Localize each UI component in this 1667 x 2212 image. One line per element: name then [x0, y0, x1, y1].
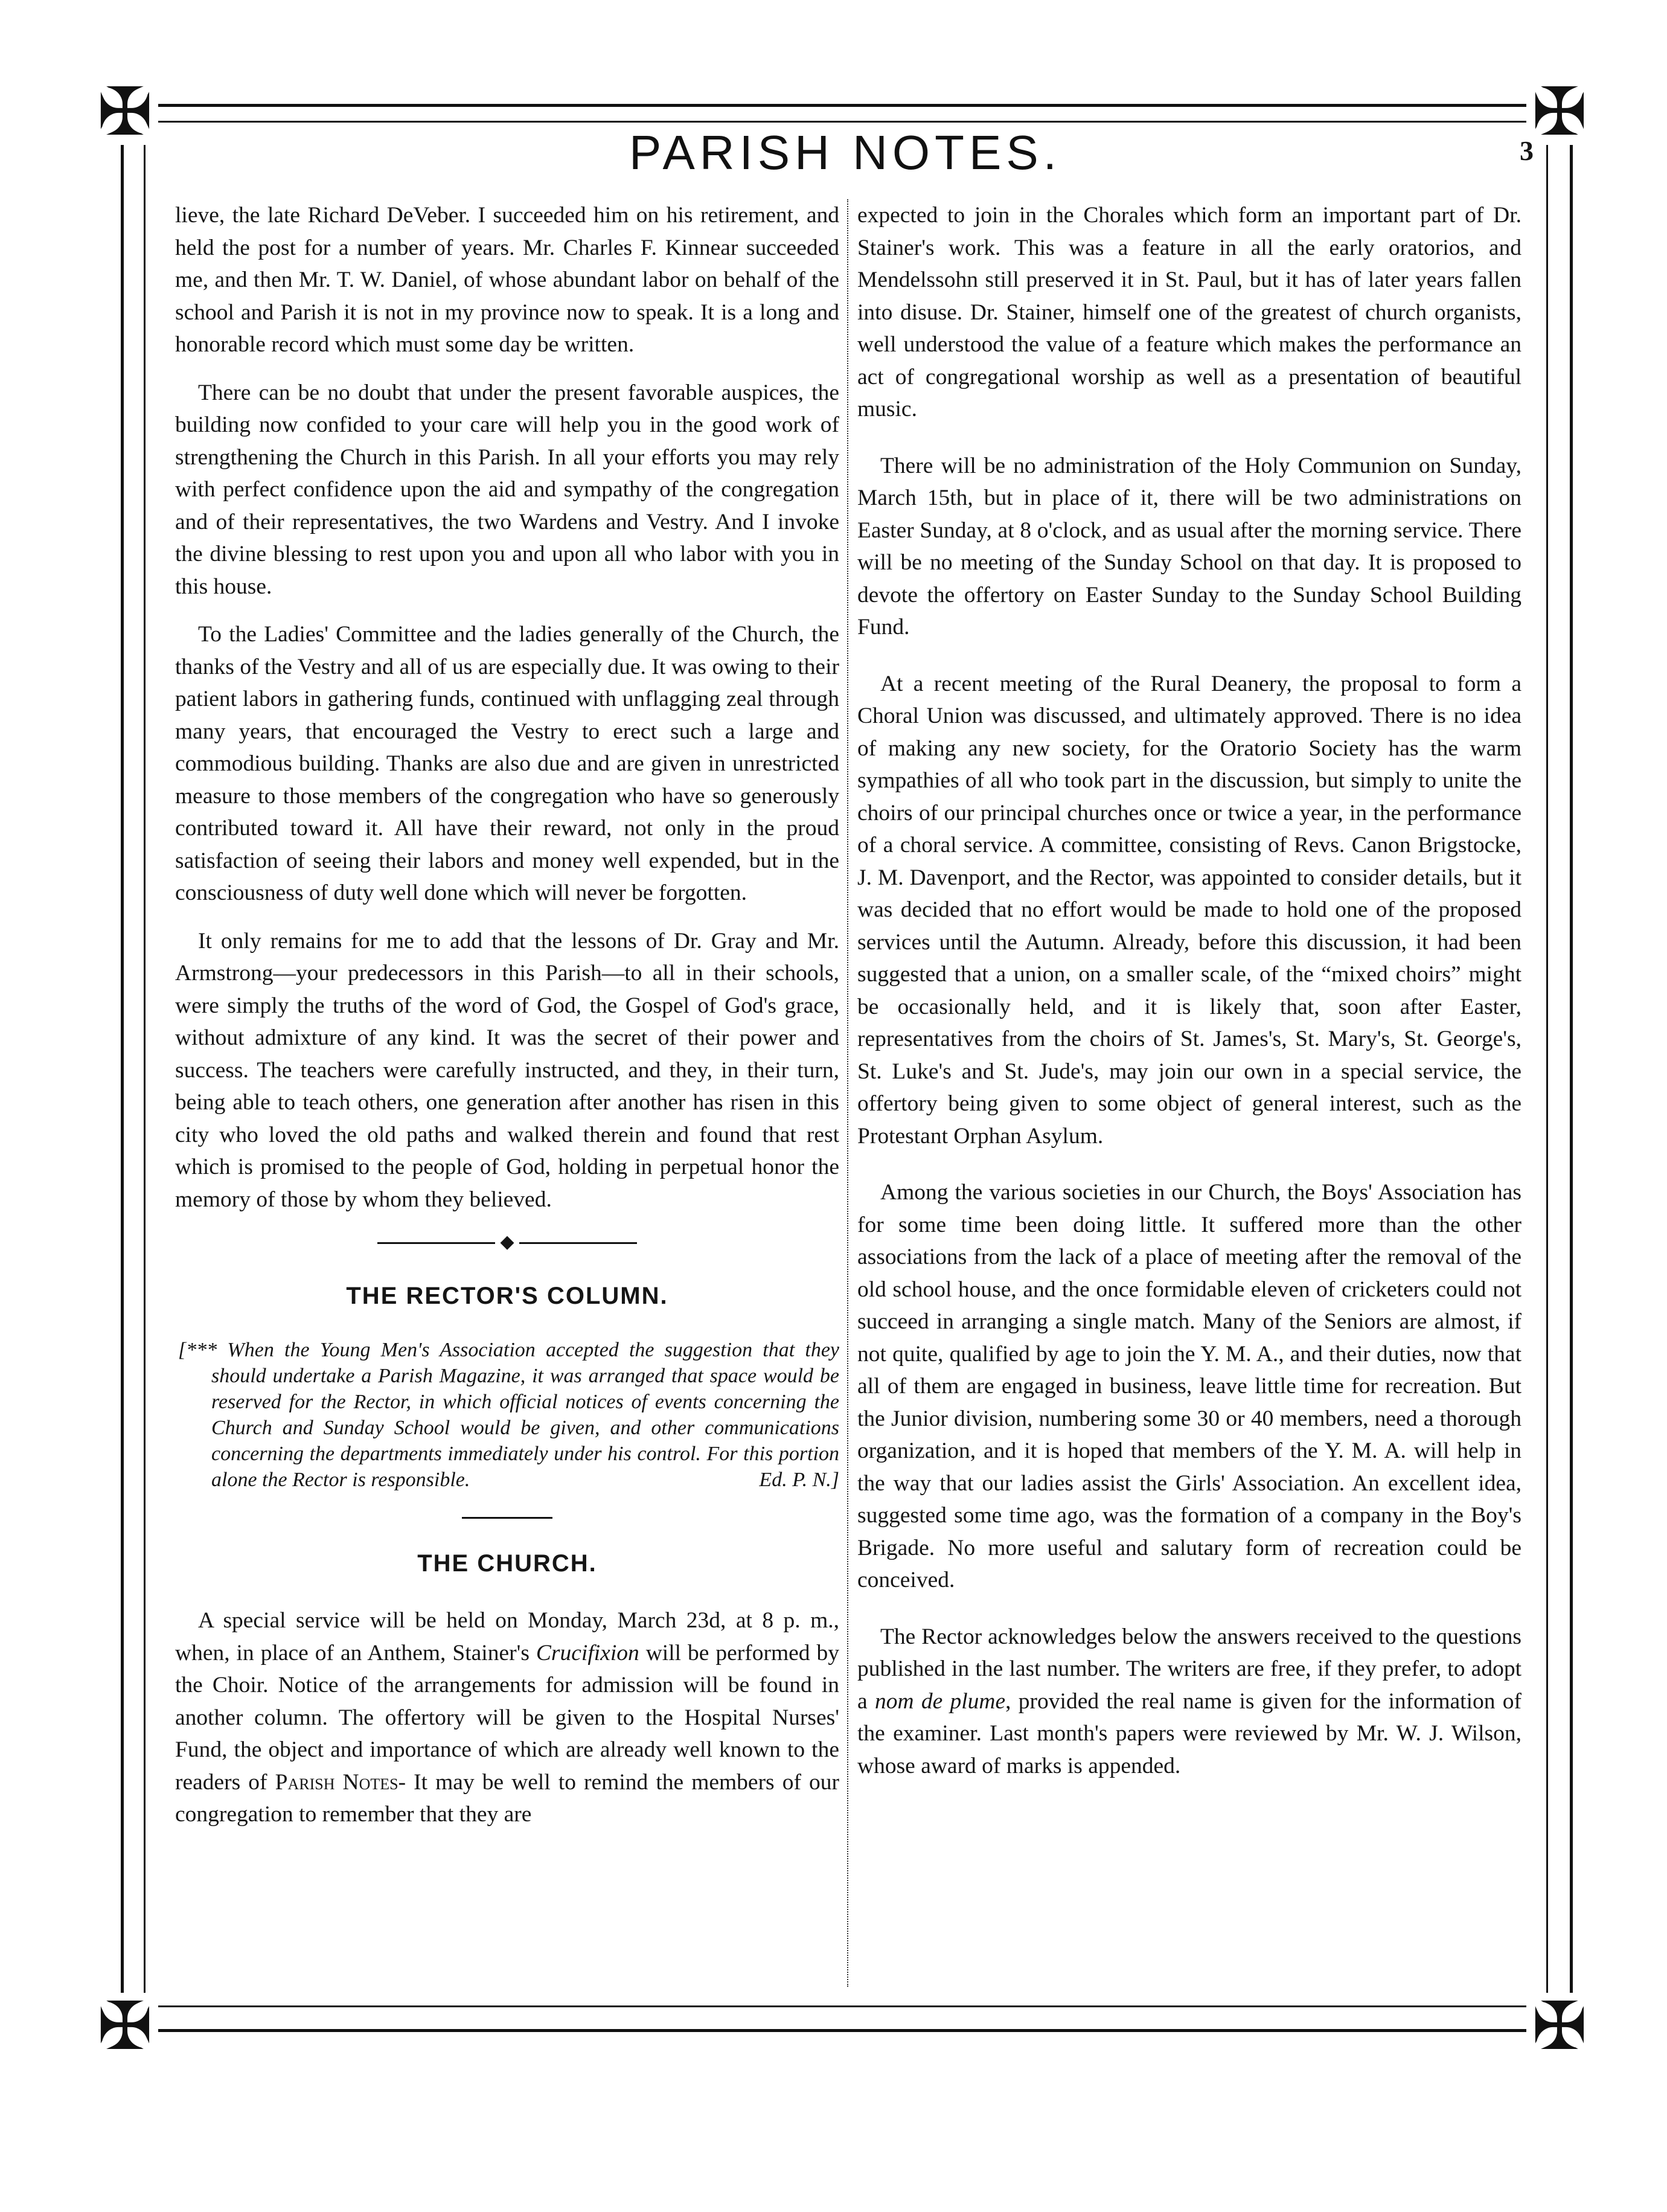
paragraph: lieve, the late Richard DeVeber. I succeeded him on his retirement, and held the post for a number of years. Mr. Charles F. Kinnear succeeded me, and then Mr. T. W. Daniel, of whose abundant labor on behalf of the school and Parish it is not in my province now to speak. It is a long and honorable record which must some day be written. [175, 203, 839, 357]
diamond-ornament-icon: ◆ [495, 1232, 519, 1252]
magazine-name: Parish Notes [275, 1769, 398, 1795]
page-number: 3 [1520, 135, 1534, 166]
maltese-cross-icon: ✠ [92, 79, 158, 145]
paragraph: It only remains for me to add that the lessons of Dr. Gray and Mr. Armstrong—your predecessors in this Parish—to all in their schools, were simply the truths of the word of God, the Gospel of God's grace, without admixture of any kind. It was the secret of their power and success. The teachers were carefully instructed, and they, in their turn, being able to teach others, one generation after another has risen in this city who loved the old paths and walked therein and found that rest which is promised to the people of God, holding in perpetual honor the memory of those by whom they believed. [175, 928, 839, 1212]
page-title: PARISH NOTES. [629, 126, 1061, 179]
paragraph: Among the various societies in our Church, the Boys' Association has for some time been doing little. It suffered more than the other associations from the lack of a place of meeting after the removal of the old school house, and the once formidable eleven of cricketers could not succeed in arranging a single match. Many of the Seniors are almost, if not quite, qualified by age to join the Y. M. A., and their duties, now that all of them are engaged in business, leave little time for recreation. But the Junior division, numbering some 30 or 40 members, need a thorough organization, and it is hoped that members of the Y. M. A. will help in the way that our ladies assist the Girls' Association. An excellent idea, suggested some time ago, was the formation of a company in the Boy's Brigade. No more useful and salutary form of recreation could be conceived. [857, 1180, 1521, 1592]
text-run: - It may be well to remind the members of our congregation to remember that they are [175, 1769, 839, 1827]
right-column [857, 199, 1521, 1987]
paragraph: To the Ladies' Committee and the ladies generally of the Church, the thanks of the Vestry and all of us are especially due. It was owing to their patient labors in gathering funds, continued with unflagging zeal through many years, that encouraged the Vestry to erect such a large and commodious building. Thanks are also due and are given in unrestricted measure to those members of the congregation who have so generously contributed toward it. All have their reward, not only in the proud satisfaction of seeing their labors and money well expended, but in the consciousness of duty well done which will never be forgotten. [175, 622, 839, 905]
text-run: The Rector acknowledges below the answers received to the questions published in the last number. The writers are free, if they prefer, to adopt a [857, 1624, 1521, 1714]
maltese-cross-icon: ✠ [1526, 1993, 1593, 2059]
paragraph: There can be no doubt that under the present favorable auspices, the building now confided to your care will help you in the good work of strengthening the Church in this Parish. In all your efforts you may rely with perfect confidence upon the aid and sympathy of the congregation and of their representatives, the two Wardens and Vestry. And I invoke the divine blessing to rest upon you and upon all who labor with you in this house. [175, 380, 839, 599]
ornamental-divider [377, 1231, 637, 1252]
paragraph: At a recent meeting of the Rural Deanery, the proposal to form a Choral Union was discussed, and ultimately approved. There is no idea of making any new society, for the Oratorio Society has the warm sympathies of all who took part in the discussion, but simply to unite the choirs of our principal churches once or twice a year, in the performance of a choral service. A committee, consisting of Revs. Canon Brigstocke, J. M. Davenport, and the Rector, was appointed to consider details, but it was decided that no effort would be made to hold one of the proposed services until the Autumn. Already, before this discussion, it had been suggested that a union, on a smaller scale, of the “mixed choirs” might be occasionally held, and it is likely that, soon after Easter, representatives from the choirs of St. James's, St. Mary's, St. George's, St. Luke's and St. Jude's, may join our own in a special service, the offertory being given to some object of general interest, such as the Protestant Orphan Asylum. [857, 671, 1521, 1149]
paragraph: There will be no administration of the Holy Communion on Sunday, March 15th, but in place of it, there will be two administrations on Easter Sunday, at 8 o'clock, and as usual after the morning service. There will be no meeting of the Sunday School on that day. It is proposed to devote the offertory on Easter Sunday to the Sunday School Building Fund. [857, 453, 1521, 640]
paragraph [857, 1621, 1521, 1783]
maltese-cross-icon: ✠ [1526, 79, 1593, 145]
text-run: will be performed by the Choir. Notice of the arrangements for admission will be found in another column. The offertory will be given to the Hospital Nurses' Fund, the object and importance of which are already well known to the readers of [175, 1640, 839, 1795]
work-title: Crucifixion [536, 1640, 639, 1665]
italic-phrase: nom de plume [874, 1688, 1006, 1714]
divider-rule [462, 1517, 552, 1519]
paragraph [175, 1605, 839, 1831]
editorial-note [175, 1337, 839, 1493]
column-divider [847, 199, 848, 1987]
editorial-note-signature: Ed. P. N.] [759, 1469, 839, 1491]
left-column [175, 199, 839, 1987]
section-heading-rectors-column: THE RECTOR'S COLUMN. [346, 1283, 668, 1309]
maltese-cross-icon: ✠ [92, 1993, 158, 2059]
text-run: A special service will be held on Monday, March 23d, at 8 p. m., when, in place of an Anthem, Stainer's [175, 1608, 839, 1665]
text-run: , provided the real name is given for the information of the examiner. Last month's papers were reviewed by Mr. W. J. Wilson, whose award of marks is appended. [857, 1688, 1521, 1778]
editorial-note-text: [*** When the Young Men's Association accepted the suggestion that they should undertake a Parish Magazine, it was arranged that space would be reserved for the Rector, in which official notices of events concerning the Church and Sunday School would be given, and other communications concerning the departments immediately under his control. For this portion alone the Rector is responsible. [178, 1339, 839, 1491]
paragraph: expected to join in the Chorales which form an important part of Dr. Stainer's work. This was a feature in all the early oratorios, and Mendelssohn still preserved it in St. Paul, but it has of later years fallen into disuse. Dr. Stainer, himself one of the greatest of church organists, well understood the value of a feature which makes the performance an act of congregational worship as well as a presentation of beautiful music. [857, 203, 1521, 422]
section-heading-church: THE CHURCH. [417, 1550, 597, 1577]
